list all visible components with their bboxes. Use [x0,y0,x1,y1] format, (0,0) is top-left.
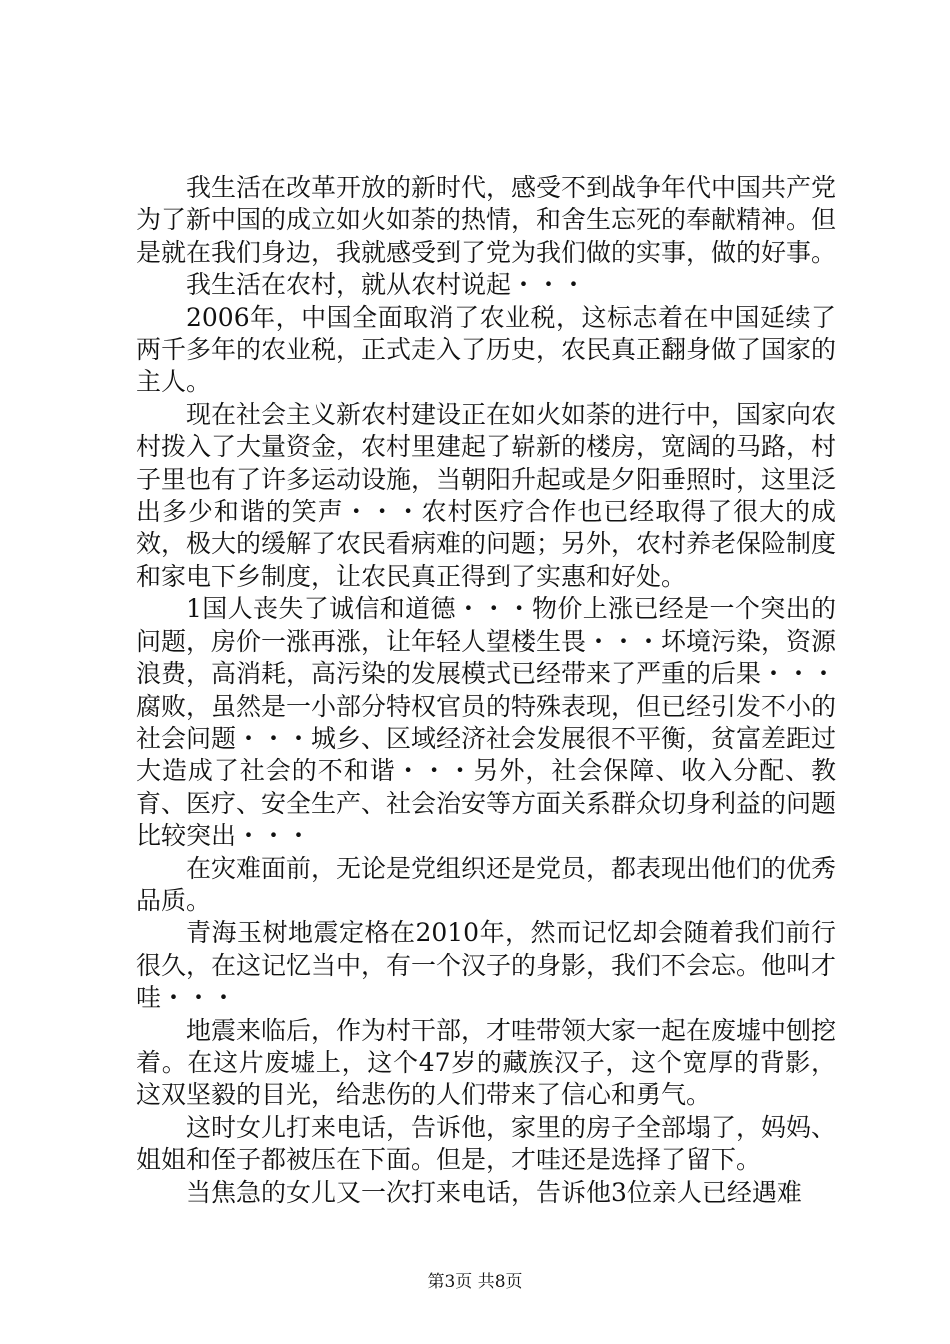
paragraph: 1国人丧失了诚信和道德・・・物价上涨已经是一个突出的问题，房价一涨再涨，让年轻人望楼生畏・・・坏境污染，资源浪费，高消耗，高污染的发展模式已经带来了严重的后果・・・腐败，虽然是一小部分特权官员的特殊表现，但已经引发不小的社会问题・・・城乡、区域经济社会发展很不平衡，贫富差距过大造成了社会的不和谐・・・另外，社会保障、收入分配、教育、医疗、安全生产、社会治安等方面关系群众切身利益的问题比较突出・・・ [136,594,837,851]
paragraph: 现在社会主义新农村建设正在如火如荼的进行中，国家向农村拨入了大量资金，农村里建起了崭新的楼房，宽阔的马路，村子里也有了许多运动设施，当朝阳升起或是夕阳垂照时，这里泛出多少和谐的笑声・・・农村医疗合作也已经取得了很大的成效，极大的缓解了农民看病难的问题；另外，农村养老保险制度和家电下乡制度，让农民真正得到了实惠和好处。 [136,399,837,591]
document-body [136,172,836,1209]
paragraph: 地震来临后，作为村干部，才哇带领大家一起在废墟中刨挖着。在这片废墟上，这个47岁的藏族汉子，这个宽厚的背影，这双坚毅的目光，给悲伤的人们带来了信心和勇气。 [136,1015,837,1110]
paragraph: 我生活在农村，就从农村说起・・・ [186,270,587,300]
paragraph: 这时女儿打来电话，告诉他，家里的房子全部塌了，妈妈、姐姐和侄子都被压在下面。但是，才哇还是选择了留下。 [136,1112,837,1175]
paragraph: 2006年，中国全面取消了农业税，这标志着在中国延续了两千多年的农业税，正式走入了历史，农民真正翻身做了国家的主人。 [136,302,837,397]
paragraph: 在灾难面前，无论是党组织还是党员，都表现出他们的优秀品质。 [136,853,837,915]
page-number-footer: 第3页 共8页 [427,1272,523,1292]
paragraph: 当焦急的女儿又一次打来电话，告诉他3位亲人已经遇难 [186,1177,802,1207]
paragraph: 我生活在改革开放的新时代，感受不到战争年代中国共产党为了新中国的成立如火如荼的热情，和舍生忘死的奉献精神。但是就在我们身边，我就感受到了党为我们做的实事，做的好事。 [136,173,837,267]
paragraph: 青海玉树地震定格在2010年，然而记忆却会随着我们前行很久，在这记忆当中，有一个汉子的身影，我们不会忘。他叫才哇・・・ [136,918,837,1013]
